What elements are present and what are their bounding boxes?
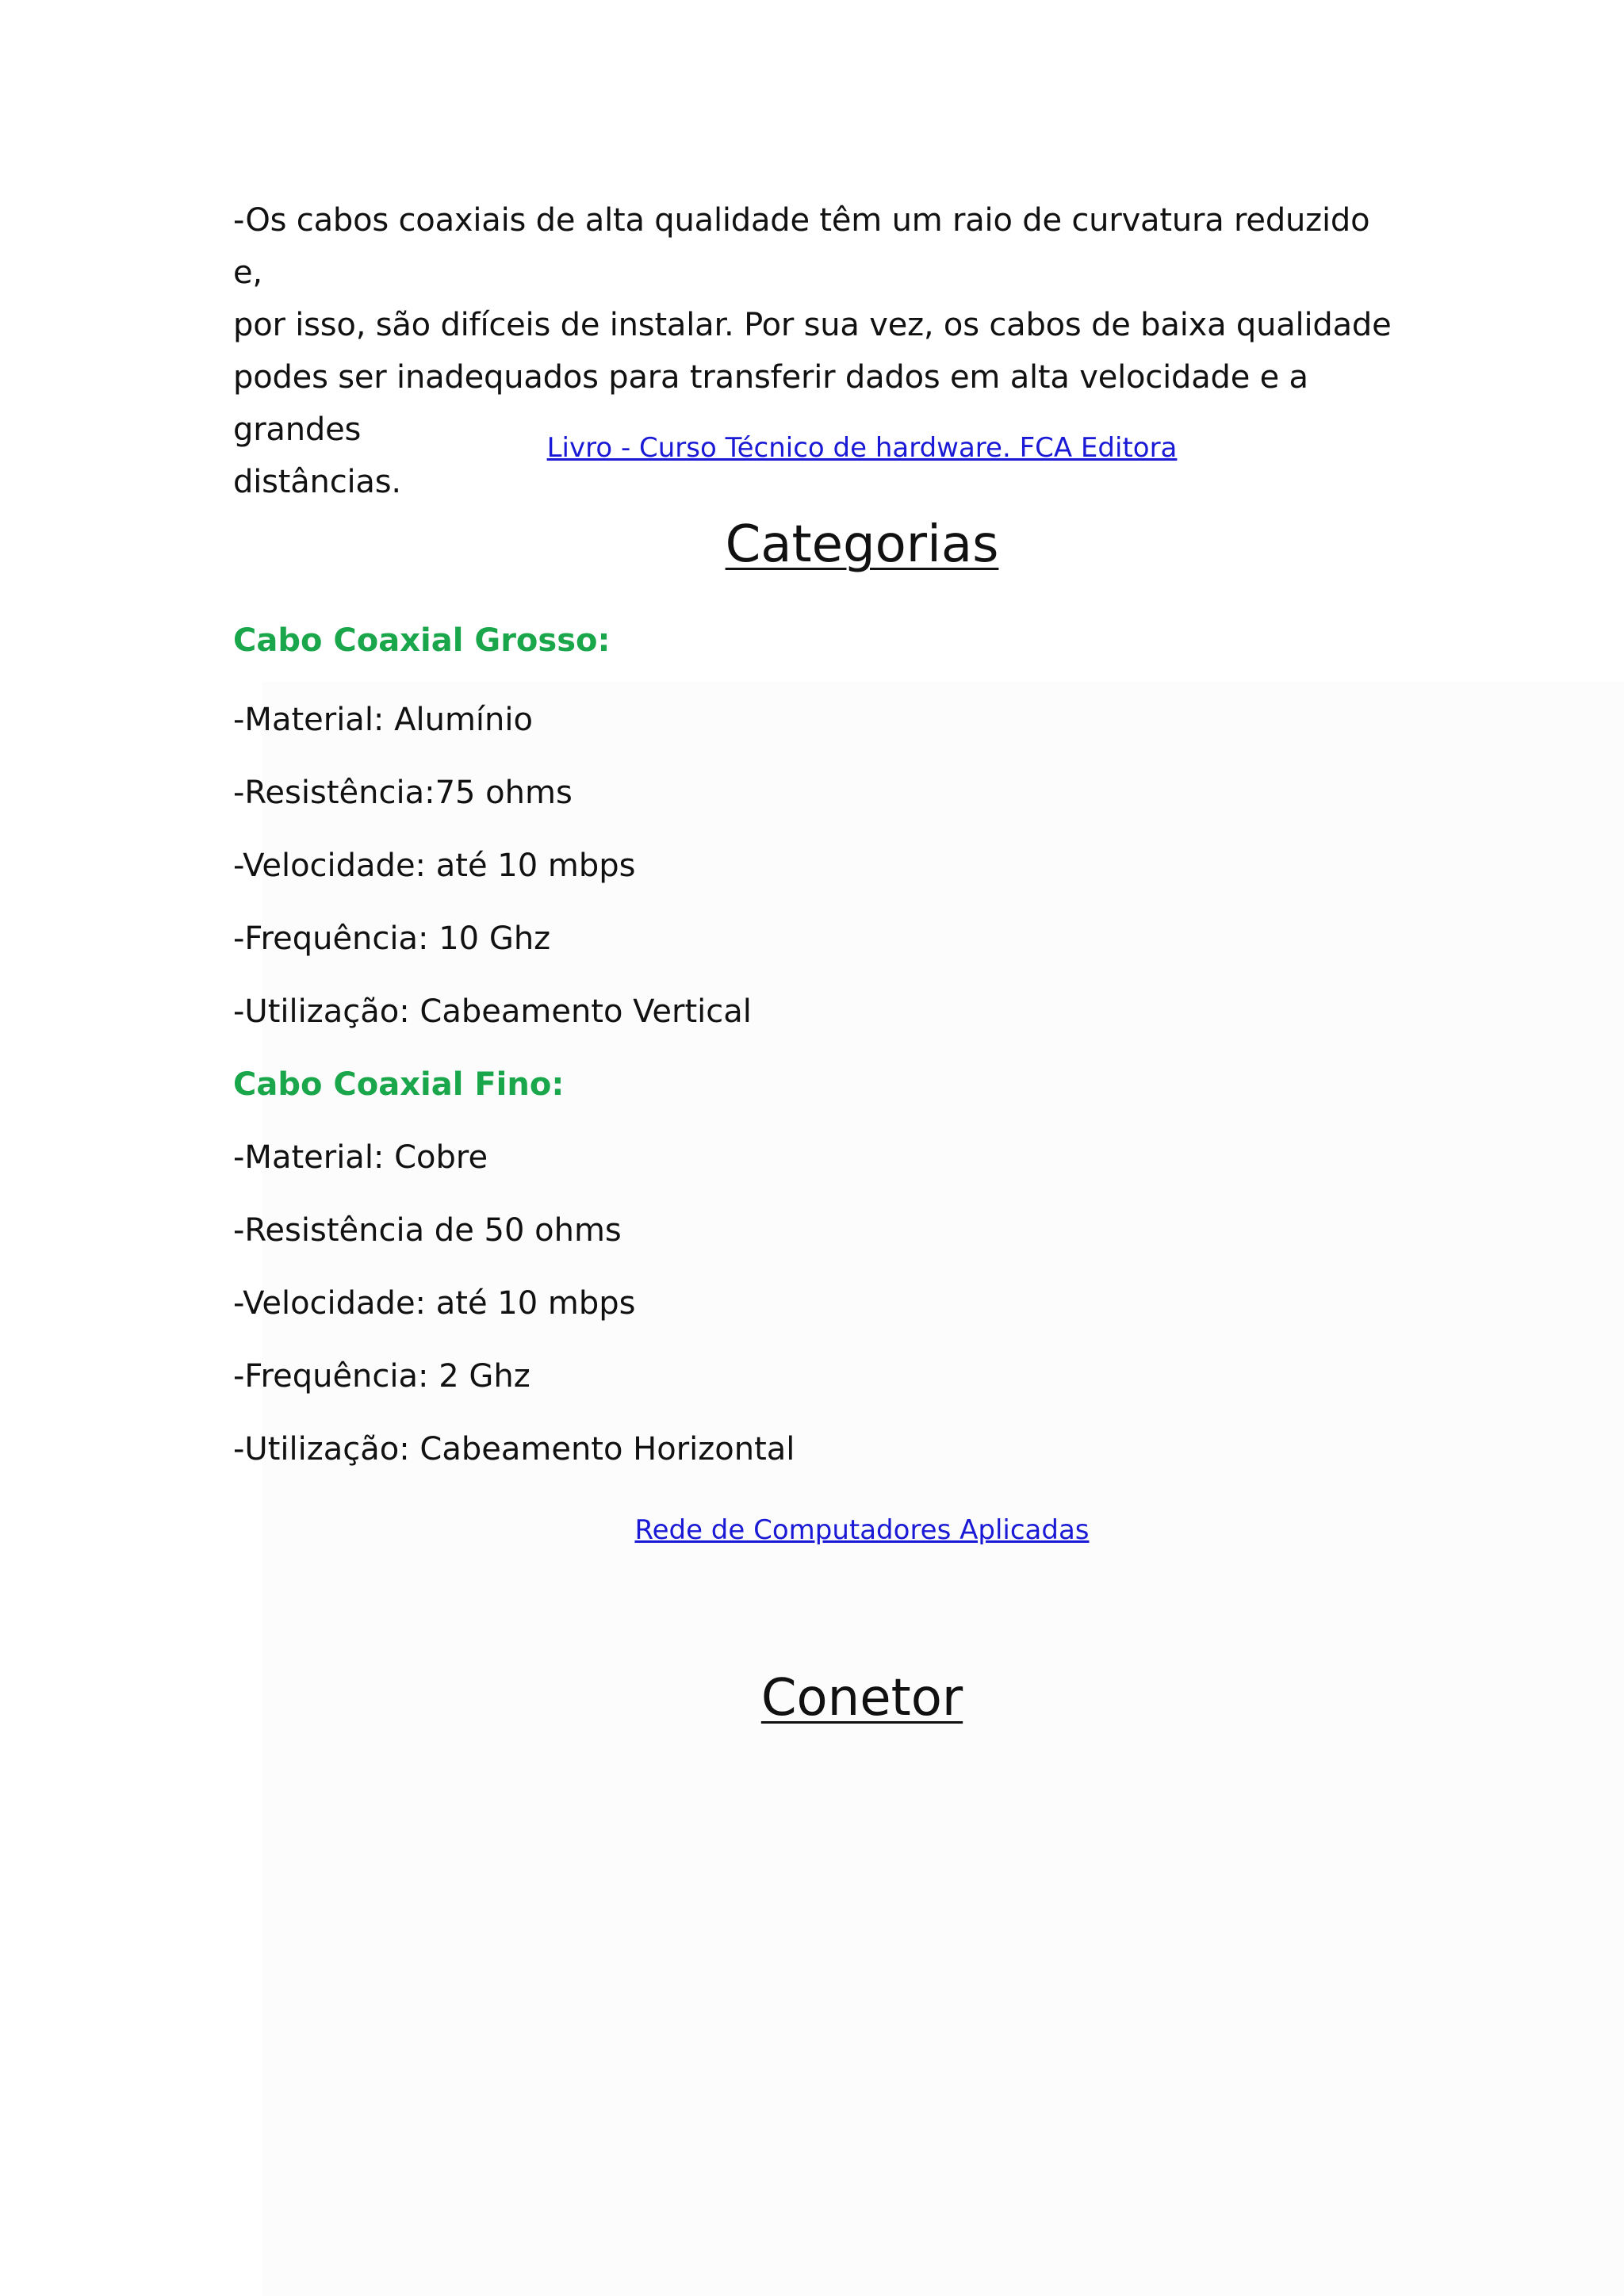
source-link-livro[interactable]: Livro - Curso Técnico de hardware. FCA Editora <box>546 432 1178 464</box>
intro-line: por isso, são difíceis de instalar. Por sua vez, os cabos de baixa qualidade <box>233 307 1392 343</box>
intro-line: -Os cabos coaxiais de alta qualidade têm um raio de curvatura reduzido e, <box>233 202 1370 291</box>
grosso-item-frequencia: -Frequência: 10 Ghz <box>233 920 551 957</box>
cabo-grosso-heading: Cabo Coaxial Grosso: <box>233 622 611 659</box>
source-citation-1 <box>233 432 1491 464</box>
fino-item-frequencia: -Frequência: 2 Ghz <box>233 1358 530 1395</box>
grosso-item-material: -Material: Alumínio <box>233 702 533 738</box>
grosso-item-velocidade: -Velocidade: até 10 mbps <box>233 848 636 884</box>
fino-item-resistencia: -Resistência de 50 ohms <box>233 1212 622 1249</box>
conetor-heading-wrap <box>233 1669 1491 1728</box>
categorias-heading: Categorias <box>725 515 999 574</box>
grosso-item-resistencia: -Resistência:75 ohms <box>233 775 573 811</box>
intro-line: podes ser inadequados para transferir dados em alta velocidade e a grandes <box>233 359 1308 448</box>
cabo-fino-heading: Cabo Coaxial Fino: <box>233 1066 565 1103</box>
categorias-heading-wrap <box>233 515 1491 574</box>
source-link-rede[interactable]: Rede de Computadores Aplicadas <box>634 1514 1090 1546</box>
fino-item-utilizacao: -Utilização: Cabeamento Horizontal <box>233 1431 795 1468</box>
grosso-item-utilizacao: -Utilização: Cabeamento Vertical <box>233 993 752 1030</box>
fino-item-material: -Material: Cobre <box>233 1139 488 1176</box>
fino-item-velocidade: -Velocidade: até 10 mbps <box>233 1285 636 1322</box>
intro-line: distâncias. <box>233 464 401 500</box>
source-citation-2 <box>233 1514 1491 1546</box>
conetor-heading: Conetor <box>760 1669 963 1728</box>
